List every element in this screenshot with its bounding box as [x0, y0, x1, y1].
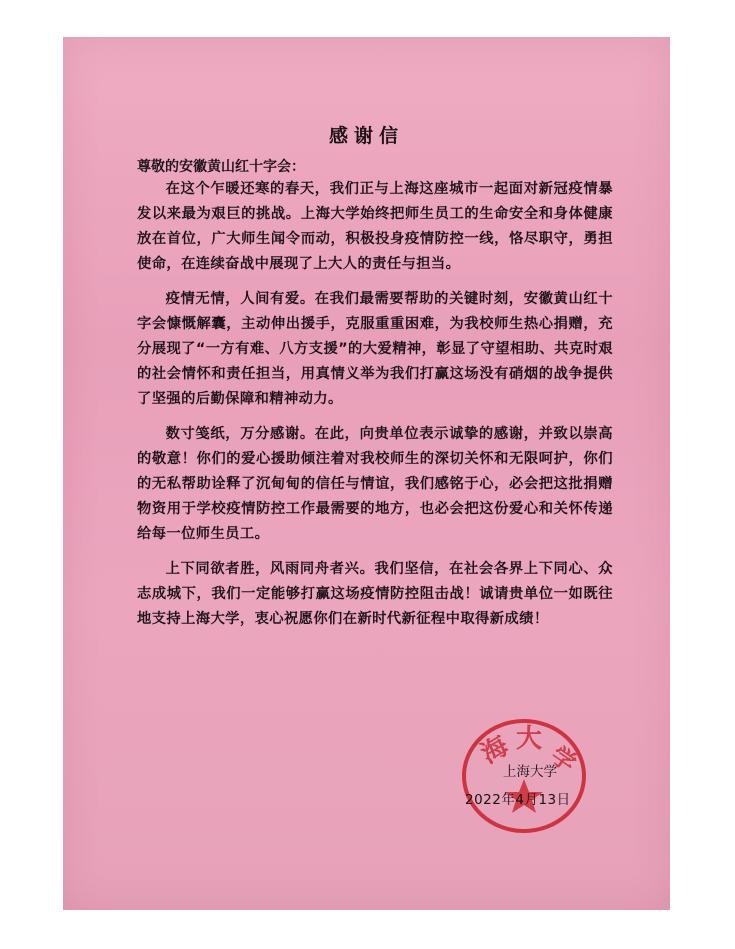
svg-text:大: 大: [516, 724, 543, 754]
letter-body: [137, 177, 613, 642]
letter-paragraph: 数寸笺纸，万分感谢。在此，向贵单位表示诚挚的感谢，并致以崇高的敬意！你们的爱心援助倾注着对我校师生的深切关怀和无限呵护，你们的无私帮助诠释了沉甸甸的信任与情谊，我们感铭于心，必会把这批捐赠物资用于学校疫情防控工作最需要的地方，也必会把这份爱心和关怀传递给每一位师生员工。: [137, 426, 613, 542]
signature-organization: 上海大学: [503, 764, 557, 780]
letter-salutation: 尊敬的安徽黄山红十字会：: [137, 159, 305, 175]
letter-title: 感谢信: [328, 125, 404, 147]
letter-paragraph: 疫情无情，人间有爱。在我们最需要帮助的关键时刻，安徽黄山红十字会慷慨解囊，主动伸出援手，克服重重困难，为我校师生热心捐赠，充分展现了“一方有难、八方支援”的大爱精神，彰显了守望相助、共克时艰的社会情怀和责任担当，用真情义举为我们打赢这场没有硝烟的战争提供了坚强的后勤保障和精神动力。: [137, 291, 613, 407]
letter-paragraph: 上下同欲者胜，风雨同舟者兴。我们坚信，在社会各界上下同心、众志成城下，我们一定能够打赢这场疫情防控阻击战！诚请贵单位一如既往地支持上海大学，衷心祝愿你们在新时代新征程中取得新成绩！: [137, 561, 613, 627]
signature-date: 2022年4月13日: [465, 792, 571, 808]
letter-paper: [63, 37, 670, 910]
svg-text:海: 海: [476, 731, 514, 770]
svg-text:学: 学: [545, 740, 582, 778]
letter-paragraph: 在这个乍暖还寒的春天，我们正与上海这座城市一起面对新冠疫情暴发以来最为艰巨的挑战。上海大学始终把师生员工的生命安全和身体健康放在首位，广大师生闻令而动，积极投身疫情防控一线，恪尽职守，勇担使命，在连续奋战中展现了上大人的责任与担当。: [137, 181, 613, 272]
